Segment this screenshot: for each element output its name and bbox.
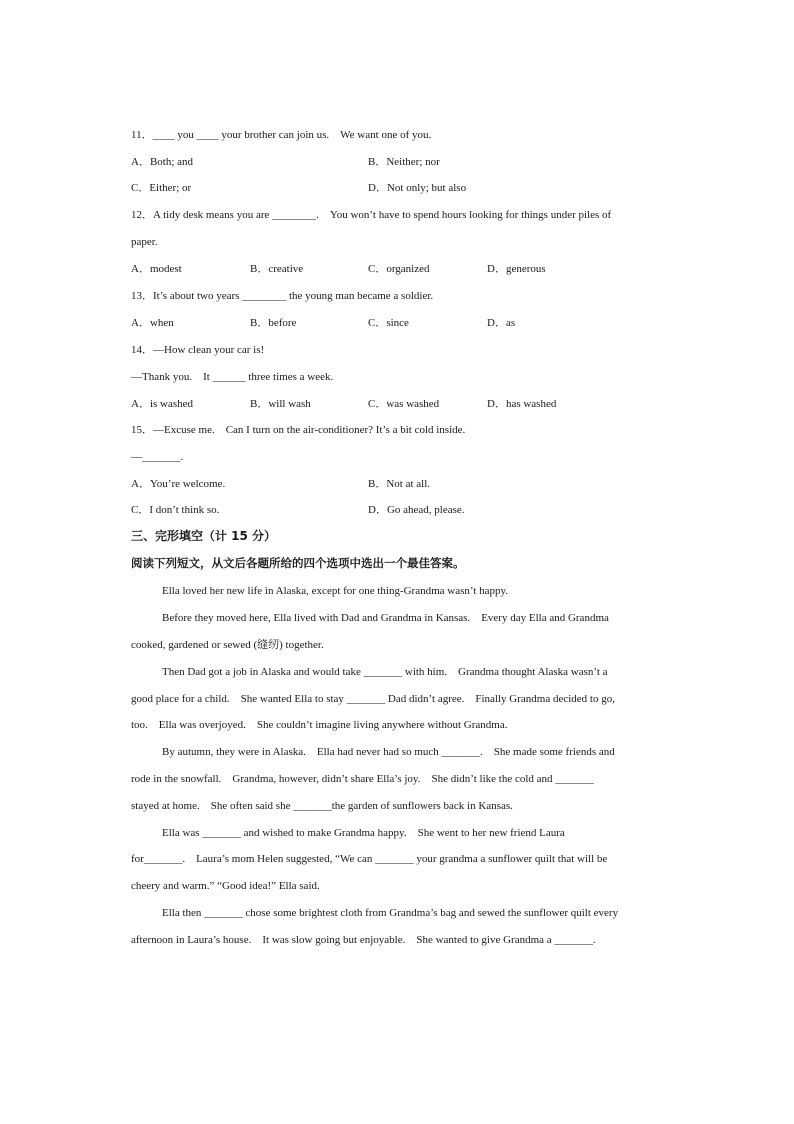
passage-line: Ella was _______ and wished to make Grandma happy. She went to her new friend Laura <box>162 827 565 839</box>
passage-line: good place for a child. She wanted Ella to stay _______ Dad didn’t agree. Finally Grandma decided to go, <box>131 693 615 705</box>
q13-option-c: C．since <box>368 317 409 329</box>
q15-option-a: A．You’re welcome. <box>131 478 226 490</box>
q11-option-d: D．Not only; but also <box>368 182 467 194</box>
passage-line: Before they moved here, Ella lived with Dad and Grandma in Kansas. Every day Ella and Grandma <box>162 612 609 624</box>
question-15-stem: 15．—Excuse me. Can I turn on the air-conditioner? It’s a bit cold inside. <box>131 424 466 436</box>
q14-option-d: D．has washed <box>487 398 557 410</box>
question-14-stem-cont: —Thank you. It ______ three times a week. <box>131 371 334 383</box>
q11-option-b: B．Neither; nor <box>368 156 440 168</box>
section-3-instruction: 阅读下列短文，从文后各题所给的四个选项中选出一个最佳答案。 <box>131 556 465 570</box>
question-11-stem: 11．____ you ____ your brother can join us. We want one of you. <box>131 129 432 141</box>
question-13-stem: 13．It’s about two years ________ the young man became a soldier. <box>131 290 434 302</box>
q12-option-c: C．organized <box>368 263 430 275</box>
question-12-stem: 12．A tidy desk means you are ________. You won’t have to spend hours looking for things under piles of <box>131 209 612 221</box>
passage-line: cheery and warm.” “Good idea!” Ella said. <box>131 880 320 892</box>
q13-option-a: A．when <box>131 317 174 329</box>
passage-line: cooked, gardened or sewed (缝纫) together. <box>131 639 324 651</box>
question-15-stem-cont: —_______. <box>131 451 184 463</box>
passage-line: for_______. Laura’s mom Helen suggested, “We can _______ your grandma a sunflower quilt that will be <box>131 853 608 865</box>
q13-option-b: B．before <box>250 317 297 329</box>
q12-option-b: B．creative <box>250 263 304 275</box>
q12-option-d: D．generous <box>487 263 546 275</box>
q11-option-c: C．Either; or <box>131 182 192 194</box>
question-12-stem-cont: paper. <box>131 236 158 248</box>
passage-line: rode in the snowfall. Grandma, however, didn’t share Ella’s joy. She didn’t like the cold and _______ <box>131 773 594 785</box>
passage-line: Ella loved her new life in Alaska, except for one thing-Grandma wasn’t happy. <box>162 585 509 597</box>
passage-line: too. Ella was overjoyed. She couldn’t imagine living anywhere without Grandma. <box>131 719 508 731</box>
q12-option-a: A．modest <box>131 263 182 275</box>
passage-line: afternoon in Laura’s house. It was slow going but enjoyable. She wanted to give Grandma a _______. <box>131 934 596 946</box>
q15-option-d: D．Go ahead, please. <box>368 504 465 516</box>
passage-line: By autumn, they were in Alaska. Ella had never had so much _______. She made some friends and <box>162 746 615 758</box>
q14-option-b: B．will wash <box>250 398 311 410</box>
section-3-heading: 三、完形填空（计 15 分） <box>131 529 277 543</box>
passage-line: Then Dad got a job in Alaska and would take _______ with him. Grandma thought Alaska wasn’t a <box>162 666 608 678</box>
q11-option-a: A．Both; and <box>131 156 194 168</box>
q15-option-b: B．Not at all. <box>368 478 431 490</box>
q14-option-c: C．was washed <box>368 398 440 410</box>
question-14-stem: 14．—How clean your car is! <box>131 344 265 356</box>
q14-option-a: A．is washed <box>131 398 194 410</box>
q13-option-d: D．as <box>487 317 516 329</box>
q15-option-c: C．I don’t think so. <box>131 504 220 516</box>
passage-line: Ella then _______ chose some brightest cloth from Grandma’s bag and sewed the sunflower quilt every <box>162 907 619 919</box>
passage-line: stayed at home. She often said she _______the garden of sunflowers back in Kansas. <box>131 800 513 812</box>
